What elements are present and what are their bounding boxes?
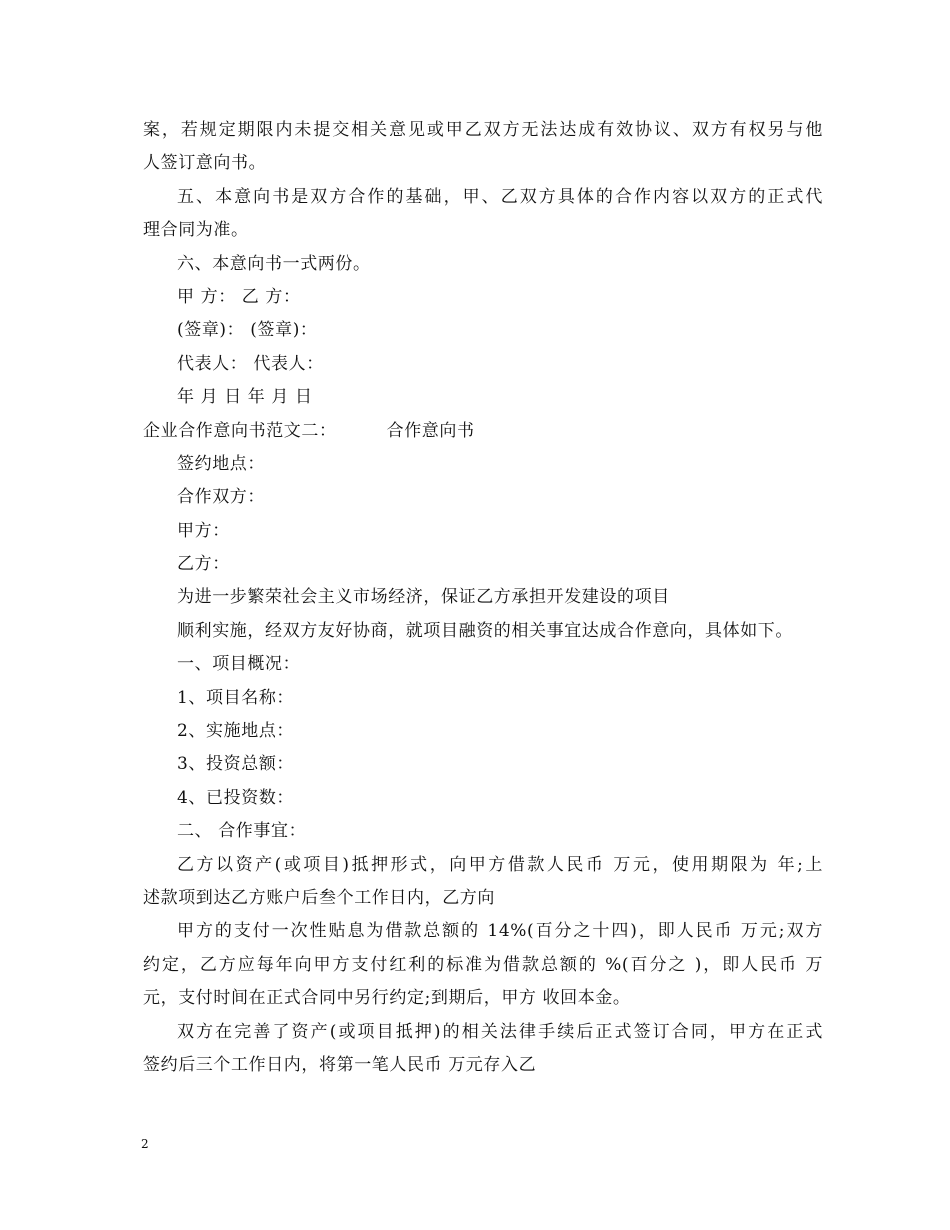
page-number: 2 bbox=[141, 1137, 149, 1151]
text-line: 六、本意向书一式两份。 bbox=[177, 253, 371, 274]
document-body bbox=[143, 114, 823, 1082]
text-line: 2、实施地点： bbox=[177, 721, 295, 742]
text-line: 为进一步繁荣社会主义市场经济，保证乙方承担开发建设的项目 bbox=[177, 587, 670, 608]
text-line: 二、 合作事宜： bbox=[177, 821, 307, 842]
text-line: 双方在完善了资产(或项目抵押)的相关法律手续后正式签订合同，甲方在正式 bbox=[177, 1021, 823, 1042]
text-line: 顺利实施，经双方友好协商，就项目融资的相关事宜达成合作意向，具体如下。 bbox=[177, 620, 793, 641]
text-line: 人签订意向书。 bbox=[143, 153, 267, 174]
text-line: 甲方的支付一次性贴息为借款总额的 14%(百分之十四)，即人民币 万元;双方 bbox=[177, 921, 823, 942]
text-line: 签约后三个工作日内，将第一笔人民币 万元存入乙 bbox=[143, 1054, 537, 1075]
document-title: 合作意向书 bbox=[386, 420, 475, 441]
signature-parties: 甲 方： 乙 方： bbox=[177, 286, 301, 307]
text-line: 一、项目概况： bbox=[177, 654, 301, 675]
text-line: 元，支付时间在正式合同中另行约定;到期后，甲方 收回本金。 bbox=[143, 988, 631, 1009]
text-line: 述款项到达乙方账户后叁个工作日内，乙方向 bbox=[143, 887, 495, 908]
text-line: 案，若规定期限内未提交相关意见或甲乙双方无法达成有效协议、双方有权另与他 bbox=[143, 120, 823, 140]
text-line: 1、项目名称： bbox=[177, 687, 295, 708]
signature-dates: 年 月 日 年 月 日 bbox=[177, 387, 313, 408]
text-line: 理合同为准。 bbox=[143, 220, 249, 241]
text-line: 约定，乙方应每年向甲方支付红利的标准为借款总额的 %(百分之 )，即人民币 万 bbox=[143, 954, 823, 975]
text-line: 乙方以资产(或项目)抵押形式，向甲方借款人民币 万元，使用期限为 年;上 bbox=[177, 854, 823, 875]
section-heading: 企业合作意向书范文二： bbox=[143, 420, 337, 441]
text-line: 3、投资总额： bbox=[177, 754, 295, 775]
text-line: 甲方： bbox=[177, 520, 230, 541]
section-heading-line bbox=[143, 415, 823, 448]
text-line: 4、已投资数： bbox=[177, 787, 295, 808]
text-line: 合作双方： bbox=[177, 487, 265, 508]
signature-representatives: 代表人： 代表人： bbox=[177, 353, 324, 374]
signature-seals: (签章)： (签章)： bbox=[177, 320, 318, 341]
text-line: 签约地点： bbox=[177, 453, 265, 474]
text-line: 五、本意向书是双方合作的基础，甲、乙双方具体的合作内容以双方的正式代 bbox=[177, 186, 823, 207]
text-line: 乙方： bbox=[177, 554, 230, 575]
